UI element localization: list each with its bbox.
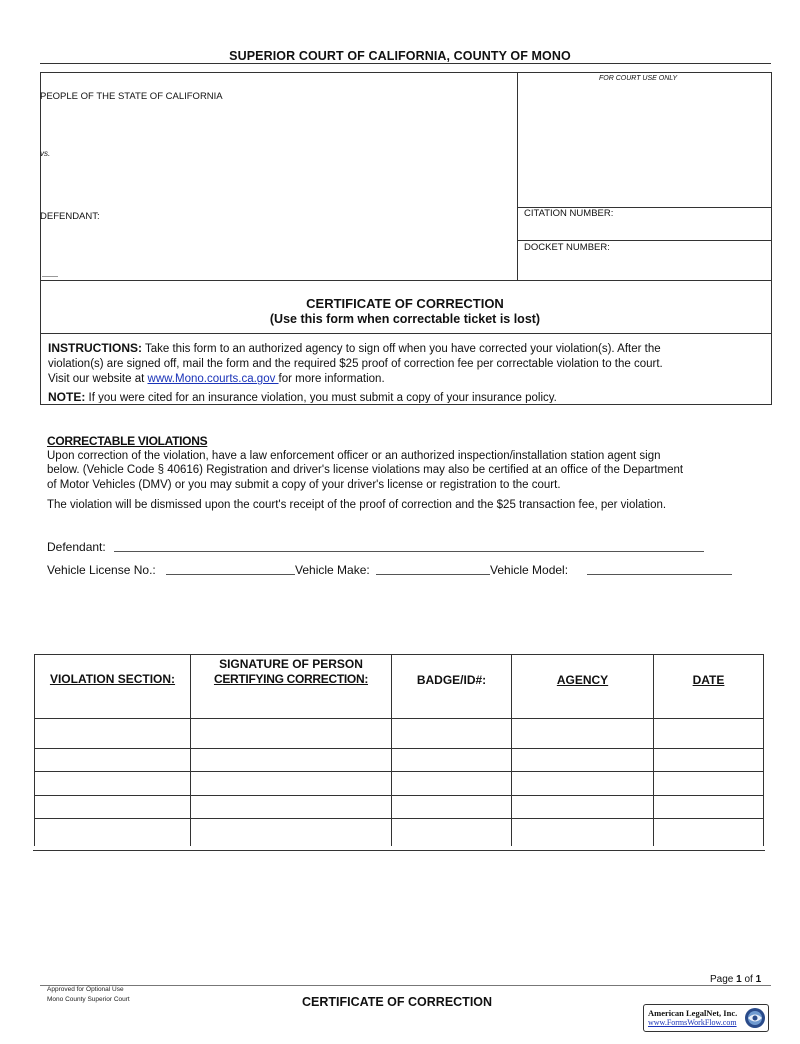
vs-label: vs. [40, 149, 51, 158]
page-total: 1 [755, 974, 762, 985]
table-bottom-border [33, 850, 765, 851]
page-of: of [741, 974, 756, 985]
footer-form-name: CERTIFICATE OF CORRECTION [302, 995, 493, 1009]
note-label: NOTE: [48, 390, 86, 403]
docket-rule [517, 240, 772, 241]
table-row-rule-2 [34, 771, 764, 772]
license-input-line[interactable] [166, 574, 295, 575]
docket-number-label: DOCKET NUMBER: [524, 242, 610, 253]
correctable-paragraph [47, 449, 767, 492]
correctable-line-2: below. (Vehicle Code § 40616) Registration and driver's license violations may also be certified at an office of the Department [47, 464, 684, 477]
correctable-line-1: Upon correction of the violation, have a law enforcement officer or an authorized inspection/installation station agent sign [47, 450, 661, 462]
col-header-date: DATE [692, 673, 725, 687]
defendant-field-label: Defendant: [47, 540, 106, 554]
caption-top-border [40, 72, 772, 73]
court-website-link[interactable]: www.Mono.courts.ca.gov [147, 373, 279, 386]
correctable-heading: CORRECTABLE VIOLATIONS [47, 434, 208, 448]
instructions-line-2: violation(s) are signed off, mail the form and the required $25 proof of correction fee per correctable violation to the court. [48, 358, 663, 371]
col-header-signature-line-2: CERTIFYING CORRECTION: [213, 672, 369, 686]
form-subtitle: (Use this form when correctable ticket is lost) [269, 312, 541, 326]
instructions-bottom-border [40, 404, 772, 405]
table-row-rule-4 [34, 818, 764, 819]
dismissal-text: The violation will be dismissed upon the court's receipt of the proof of correction and the $25 transaction fee, per violation. [47, 499, 667, 511]
caption-bottom-border [40, 280, 772, 281]
make-field-label: Vehicle Make: [295, 563, 370, 577]
instructions-label: INSTRUCTIONS: [48, 341, 142, 355]
page-indicator [710, 974, 761, 985]
col-header-violation: VIOLATION SECTION: [49, 672, 176, 686]
model-field-label: Vehicle Model: [490, 563, 569, 577]
page-label: Page [710, 974, 737, 985]
defendant-input-line[interactable] [114, 551, 704, 552]
form-title: CERTIFICATE OF CORRECTION [306, 296, 504, 311]
caption-right-border [771, 72, 772, 404]
citation-number-label: CITATION NUMBER: [524, 208, 614, 219]
correctable-line-3: of Motor Vehicles (DMV) or you may submit a copy of your driver's license or registration to the court. [47, 478, 561, 491]
plaintiff-label: PEOPLE OF THE STATE OF CALIFORNIA [40, 91, 223, 102]
footer-rule [40, 985, 771, 986]
table-row-rule-1 [34, 748, 764, 749]
short-mark [42, 276, 58, 277]
col-header-signature-line-1: SIGNATURE OF PERSON [219, 657, 363, 671]
court-use-only-label: FOR COURT USE ONLY [599, 75, 678, 82]
col-header-agency: AGENCY [556, 673, 609, 687]
approved-for-use: Approved for Optional Use [47, 986, 124, 993]
model-input-line[interactable] [587, 574, 732, 575]
american-legalnet-logo [643, 1004, 769, 1032]
col-header-signature [191, 657, 391, 687]
title-rule [40, 63, 771, 64]
court-title: SUPERIOR COURT OF CALIFORNIA, COUNTY OF MONO [229, 49, 571, 63]
instructions-block [48, 341, 766, 388]
mono-county-court: Mono County Superior Court [47, 996, 130, 1003]
title-bottom-border [40, 333, 772, 334]
license-field-label: Vehicle License No.: [47, 563, 156, 577]
page-number: 1 [736, 974, 742, 985]
logo-url: www.FormsWorkFlow.com [648, 1018, 737, 1027]
table-top-border [34, 654, 764, 655]
table-header-rule [34, 718, 764, 719]
instructions-line-3-end: for more information. [278, 373, 385, 386]
col-header-badge: BADGE/ID#: [416, 673, 487, 687]
instructions-line-3: Visit our website at [48, 373, 148, 386]
caption-divider [517, 72, 518, 280]
instructions-line-1: Take this form to an authorized agency to sign off when you have corrected your violation(s). After the [142, 343, 661, 355]
logo-name: American LegalNet, Inc. [648, 1008, 738, 1018]
make-input-line[interactable] [376, 574, 490, 575]
table-row-rule-3 [34, 795, 764, 796]
caption-left-border [40, 72, 41, 404]
globe-icon [744, 1007, 766, 1029]
note-text: If you were cited for an insurance violation, you must submit a copy of your insurance policy. [85, 392, 557, 403]
note-clip [48, 389, 766, 403]
defendant-caption-label: DEFENDANT: [40, 211, 100, 222]
